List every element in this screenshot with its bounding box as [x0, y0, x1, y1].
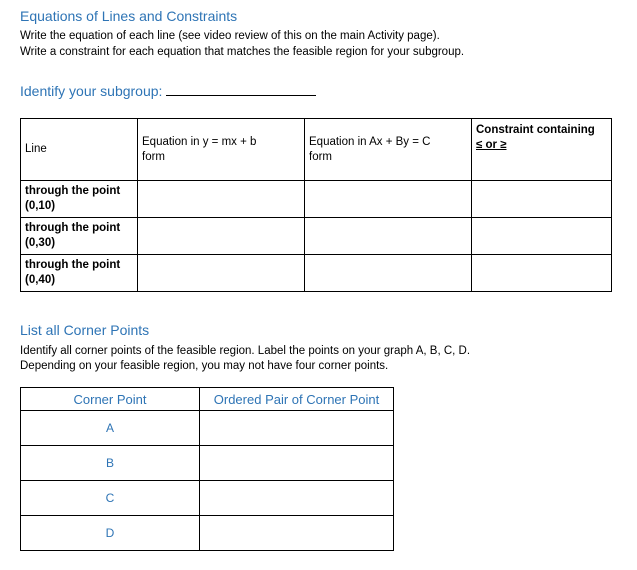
table-row [21, 411, 394, 446]
header-constraint-line2: ≤ or ≥ [476, 139, 507, 151]
header-ordered-pair: Ordered Pair of Corner Point [200, 388, 394, 411]
lines-table-header-row [21, 119, 612, 181]
header-slope-intercept-line2: form [142, 150, 165, 163]
corners-instruction-line-1: Identify all corner points of the feasible region. Label the points on your graph A, B, C, D. [20, 345, 471, 357]
header-standard-form-line1: Equation in Ax + By = C [309, 135, 431, 148]
constraint-cell[interactable] [472, 181, 612, 218]
header-slope-intercept-line1: Equation in y = mx + b [142, 135, 257, 148]
line-desc: through the point [25, 259, 121, 271]
constraint-cell[interactable] [472, 218, 612, 255]
corners-table-header-row [21, 388, 394, 411]
line-point: (0,10) [25, 200, 56, 212]
corners-table [20, 387, 394, 551]
header-slope-intercept [138, 119, 305, 181]
subgroup-prompt [20, 83, 316, 99]
instruction-line-2: Write a constraint for each equation that matches the feasible region for your subgroup. [20, 46, 465, 58]
standard-form-cell[interactable] [305, 181, 472, 218]
corner-label: B [21, 446, 200, 481]
line-desc: through the point [25, 185, 121, 197]
standard-form-cell[interactable] [305, 255, 472, 292]
table-row [21, 516, 394, 551]
line-desc: through the point [25, 222, 121, 234]
slope-intercept-cell[interactable] [138, 181, 305, 218]
lines-table [20, 118, 612, 292]
table-row [21, 255, 612, 292]
ordered-pair-cell[interactable] [200, 446, 394, 481]
line-point: (0,30) [25, 237, 56, 249]
table-row [21, 481, 394, 516]
table-row [21, 218, 612, 255]
slope-intercept-cell[interactable] [138, 218, 305, 255]
header-constraint-line1: Constraint containing [476, 124, 595, 136]
header-line: Line [21, 119, 138, 181]
slope-intercept-cell[interactable] [138, 255, 305, 292]
ordered-pair-cell[interactable] [200, 481, 394, 516]
line-cell [21, 218, 138, 255]
subgroup-label: Identify your subgroup: [20, 83, 163, 99]
line-cell [21, 255, 138, 292]
page-title: Equations of Lines and Constraints [20, 8, 238, 24]
corners-instruction-line-2: Depending on your feasible region, you may not have four corner points. [20, 360, 389, 372]
corners-heading: List all Corner Points [20, 322, 150, 338]
table-row [21, 181, 612, 218]
instruction-line-1: Write the equation of each line (see video review of this on the main Activity page). [20, 30, 440, 42]
corner-label: A [21, 411, 200, 446]
header-standard-form-line2: form [309, 150, 332, 163]
ordered-pair-cell[interactable] [200, 411, 394, 446]
line-cell [21, 181, 138, 218]
subgroup-blank-line[interactable] [166, 83, 316, 96]
header-standard-form [305, 119, 472, 181]
table-row [21, 446, 394, 481]
standard-form-cell[interactable] [305, 218, 472, 255]
line-point: (0,40) [25, 274, 56, 286]
constraint-cell[interactable] [472, 255, 612, 292]
header-corner-point: Corner Point [21, 388, 200, 411]
corner-label: D [21, 516, 200, 551]
corner-label: C [21, 481, 200, 516]
ordered-pair-cell[interactable] [200, 516, 394, 551]
header-constraint [472, 119, 612, 181]
